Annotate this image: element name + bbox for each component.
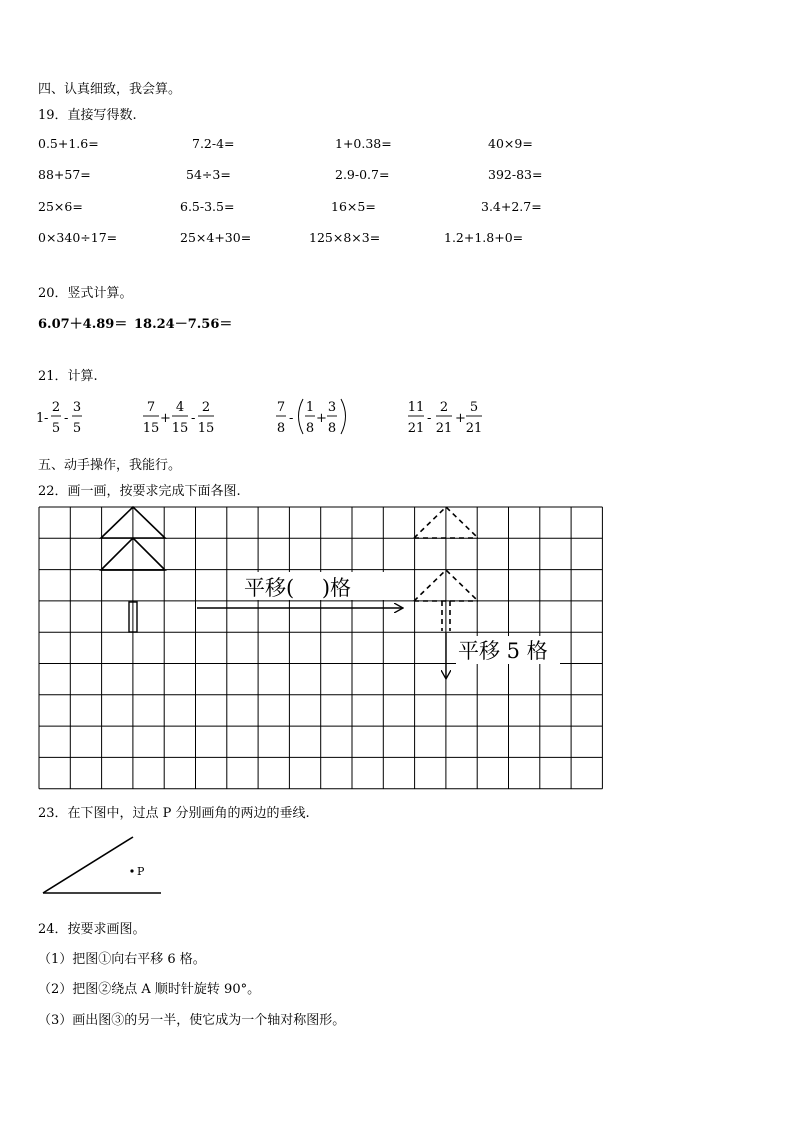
q19-r3-c3: 16×5= xyxy=(331,199,376,214)
q21-e1-f2-num: 3 xyxy=(72,400,82,415)
q21-e4-f1-num: 11 xyxy=(407,400,425,415)
q21-e3-f3-den: 8 xyxy=(327,421,337,436)
q21-e1-whole: 1 xyxy=(36,411,45,426)
section-5-heading: 五、动手操作，我能行。 xyxy=(38,458,182,473)
q24-item-2: （2）把图②绕点 A 顺时针旋转 90°。 xyxy=(38,982,261,997)
q19-r3-c4: 3.4+2.7= xyxy=(481,199,542,214)
q21-e2-f3-den: 15 xyxy=(197,421,215,436)
q19-r2-c3: 2.9-0.7= xyxy=(335,167,390,182)
q19-r1-c2: 7.2-4= xyxy=(192,136,235,151)
q21-e1-f2-den: 5 xyxy=(72,421,82,436)
q21-e1-f1-den: 5 xyxy=(51,421,61,436)
q23-angle-figure xyxy=(30,828,230,908)
q19-r1-c1: 0.5+1.6= xyxy=(38,136,99,151)
q21-title: 21．计算. xyxy=(38,369,98,384)
point-p-label: P xyxy=(137,865,145,878)
q21-expr-3 xyxy=(276,399,346,436)
q19-r4-c1: 0×340÷17= xyxy=(38,230,118,245)
q22-grid-figure xyxy=(0,500,794,800)
q21-e2-f3-num: 2 xyxy=(201,400,211,415)
q21-e2-f1-num: 7 xyxy=(146,400,156,415)
q21-e1-f1-num: 2 xyxy=(51,400,61,415)
q21-e4-op1: - xyxy=(427,411,432,426)
q21-expr-4 xyxy=(408,400,483,436)
q21-e3-paren-left xyxy=(299,399,304,434)
q20-item-2: 18.24－7.56＝ xyxy=(134,317,233,332)
q24-title: 24．按要求画图。 xyxy=(38,922,146,937)
q22-title: 22．画一画，按要求完成下面各图. xyxy=(38,484,241,499)
q19-r3-c2: 6.5-3.5= xyxy=(180,199,235,214)
q19-r1-c4: 40×9= xyxy=(488,136,533,151)
q21-e3-op1: - xyxy=(289,411,294,426)
q21-e4-op2: + xyxy=(455,411,466,426)
q24-item-1: （1）把图①向右平移 6 格。 xyxy=(38,952,206,967)
q21-e4-f2-den: 21 xyxy=(435,421,453,436)
q20-title: 20．竖式计算。 xyxy=(38,286,133,301)
q21-expr-1 xyxy=(36,400,82,436)
q21-e3-f2-den: 8 xyxy=(305,421,315,436)
angle-ray-upper xyxy=(43,837,133,893)
q21-e1-op2: - xyxy=(64,411,69,426)
q21-e3-f1-num: 7 xyxy=(276,400,286,415)
q19-r4-c3: 125×8×3= xyxy=(309,230,381,245)
q21-e4-f3-den: 21 xyxy=(465,421,483,436)
q21-e4-f1-den: 21 xyxy=(407,421,425,436)
q21-e3-op2: + xyxy=(316,411,327,426)
q21-e3-f2-num: 1 xyxy=(305,400,315,415)
q19-r2-c4: 392-83= xyxy=(488,167,543,182)
q19-r3-c1: 25×6= xyxy=(38,199,83,214)
q21-e2-f2-den: 15 xyxy=(171,421,189,436)
q21-e4-f3-num: 5 xyxy=(469,400,479,415)
q21-e3-f1-den: 8 xyxy=(276,421,286,436)
q23-title: 23．在下图中，过点 P 分别画角的两边的垂线. xyxy=(38,806,310,821)
q21-e1-op1: - xyxy=(44,411,49,426)
q21-e2-op2: - xyxy=(191,411,196,426)
q21-expressions xyxy=(0,395,794,445)
q20-item-1: 6.07＋4.89＝ xyxy=(38,317,128,332)
q21-e3-f3-num: 3 xyxy=(327,400,337,415)
q21-e2-op1: + xyxy=(160,411,171,426)
q19-r4-c4: 1.2+1.8+0= xyxy=(444,230,524,245)
q21-e2-f2-num: 4 xyxy=(175,400,185,415)
q19-r2-c2: 54÷3= xyxy=(186,167,231,182)
q21-e2-f1-den: 15 xyxy=(142,421,160,436)
q19-r2-c1: 88+57= xyxy=(38,167,91,182)
label-translate-down: 平移 5 格 xyxy=(458,639,548,663)
point-p xyxy=(130,869,133,872)
q24-item-3: （3）画出图③的另一半，使它成为一个轴对称图形。 xyxy=(38,1013,346,1028)
q21-e3-paren-right xyxy=(341,399,346,434)
label-translate-right: 平移( )格 xyxy=(244,576,352,600)
q19-r1-c3: 1+0.38= xyxy=(335,136,392,151)
q21-expr-2 xyxy=(143,400,215,436)
q21-e4-f2-num: 2 xyxy=(439,400,449,415)
q19-title: 19．直接写得数. xyxy=(38,108,137,123)
q19-r4-c2: 25×4+30= xyxy=(180,230,252,245)
section-4-heading: 四、认真细致，我会算。 xyxy=(38,82,182,97)
